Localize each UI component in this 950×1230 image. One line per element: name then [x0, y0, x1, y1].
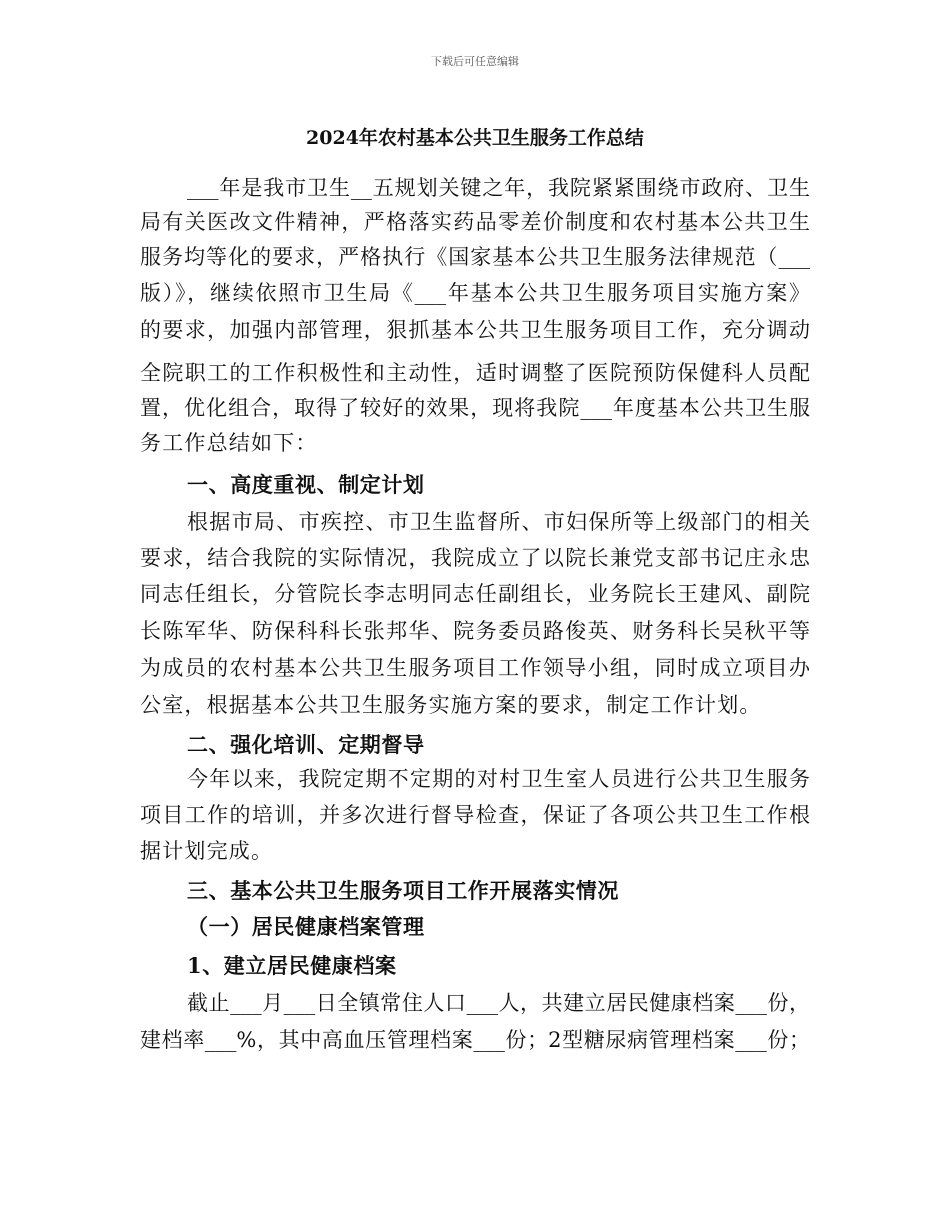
section-heading: 三、基本公共卫生服务项目工作开展落实情况 — [187, 878, 619, 903]
paragraph-line: 据计划完成。 — [140, 839, 274, 863]
paragraph-line: 务工作总结如下： — [140, 431, 318, 455]
section-heading: 二、强化培训、定期督导 — [187, 732, 425, 757]
paragraph-line: 置，优化组合，取得了较好的效果，现将我院___年度基本公共卫生服 — [140, 396, 810, 420]
paragraph-line: 要求，结合我院的实际情况，我院成立了以院长兼党支部书记庄永忠 — [140, 546, 810, 570]
paragraph-line: ___年是我市卫生__五规划关键之年，我院紧紧围绕市政府、卫生 — [187, 176, 810, 200]
paragraph-line: 服务均等化的要求，严格执行《国家基本公共卫生服务法律规范（___ — [140, 245, 810, 269]
paragraph-line: 版）》，继续依照市卫生局《___年基本公共卫生服务项目实施方案》 — [140, 281, 810, 305]
paragraph-line: 公室，根据基本公共卫生服务实施方案的要求，制定工作计划。 — [140, 693, 762, 717]
paragraph-line: 局有关医改文件精神，严格落实药品零差价制度和农村基本公共卫生 — [140, 210, 810, 234]
paragraph-line: 根据市局、市疾控、市卫生监督所、市妇保所等上级部门的相关 — [187, 510, 810, 534]
section-heading: 一、高度重视、制定计划 — [187, 472, 425, 497]
paragraph-line: 的要求，加强内部管理，狠抓基本公共卫生服务项目工作，充分调动 — [140, 318, 810, 342]
item-heading: 1、建立居民健康档案 — [187, 953, 397, 978]
paragraph-line: 长陈军华、防保科科长张邦华、院务委员路俊英、财务科长吴秋平等 — [140, 619, 810, 643]
header-note: 下载后可任意编辑 — [431, 55, 519, 68]
paragraph-line: 截止___月___日全镇常住人口___人，共建立居民健康档案___份， — [187, 991, 810, 1015]
paragraph-line: 建档率___%，其中高血压管理档案___份；2型糖尿病管理档案___份； — [140, 1028, 810, 1052]
document-title: 2024年农村基本公共卫生服务工作总结 — [306, 127, 644, 149]
paragraph-line: 同志任组长，分管院长李志明同志任副组长，业务院长王建风、副院 — [140, 582, 810, 606]
paragraph-line: 为成员的农村基本公共卫生服务项目工作领导小组，同时成立项目办 — [140, 656, 810, 680]
subsection-heading: （一）居民健康档案管理 — [187, 914, 425, 939]
paragraph-line: 全院职工的工作积极性和主动性，适时调整了医院预防保健科人员配 — [140, 361, 810, 385]
paragraph-line: 项目工作的培训，并多次进行督导检查，保证了各项公共卫生工作根 — [140, 803, 810, 827]
paragraph-line: 今年以来，我院定期不定期的对村卫生室人员进行公共卫生服务 — [187, 767, 810, 791]
